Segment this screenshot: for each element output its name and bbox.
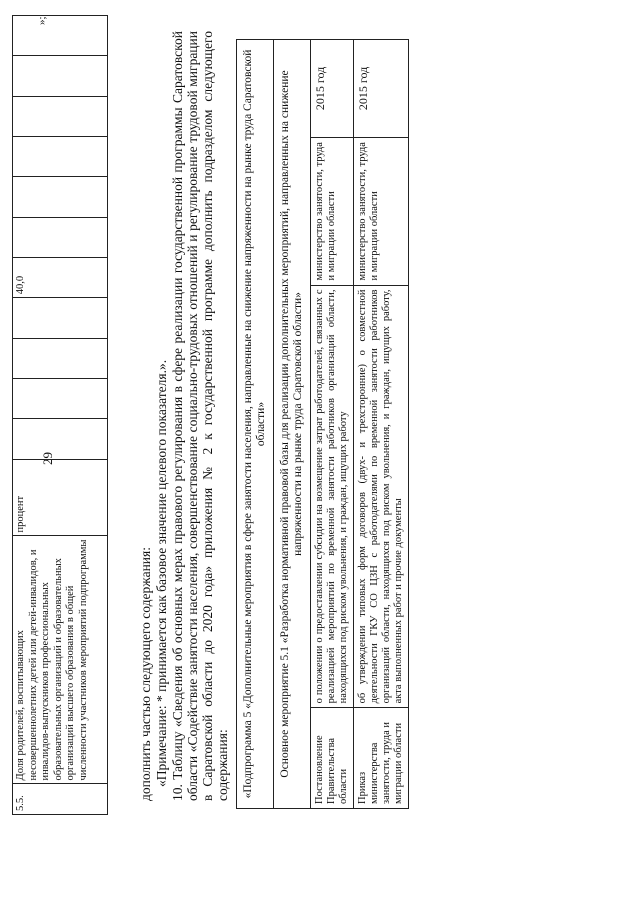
indicator-unit: процент	[13, 459, 108, 536]
indicator-table	[12, 15, 108, 815]
indicator-value	[13, 419, 108, 459]
act-type: Постановление Правительства области	[311, 708, 354, 809]
table-row	[274, 40, 311, 809]
indicator-value	[13, 16, 108, 56]
act-content: о положении о предоставлении субсидии на возмещение затрат работодателей, связанных с реализацией мероприятий по временной занятости работников организаций области, находящихся под риском увольнения, и граждан, ищущих работу	[311, 285, 354, 708]
table-row	[311, 40, 354, 809]
paragraph-add-part: дополнить частью следующего содержания:	[138, 547, 153, 801]
act-executor: министерство занятости, труда и миграции области	[311, 137, 354, 285]
paragraph-table-10: 10. Таблицу «Сведения об основных мерах правового регулирования в сфере реализации государственной программы Саратовской области «Содействие занятости населения, совершенствование социально-трудовых отношений и регулирование трудовой миграции в Саратовской области до 2020 года» приложения № 2 к государственной программе дополнить подразделом следующего содержания:	[170, 31, 230, 801]
indicator-value	[13, 56, 108, 96]
act-year: 2015 год	[354, 40, 409, 138]
indicator-value	[13, 137, 108, 177]
act-type: Приказ министерства занятости, труда и миграции области	[354, 708, 409, 809]
measures-table	[236, 39, 409, 809]
closing-quote: »;	[36, 16, 48, 25]
indicator-number: 5.5.	[13, 784, 108, 815]
table-row	[13, 16, 108, 815]
subprogram-title: «Подпрограмма 5 «Дополнительные мероприятия в сфере занятости населения, направленные на снижение напряженности на рынке труда Саратовской области»	[237, 40, 274, 809]
page-number: 29	[40, 452, 55, 465]
paragraph-note: «Примечание: * принимается как базовое значение целевого показателя.».	[154, 359, 169, 787]
act-executor: министерство занятости, труда и миграции области	[354, 137, 409, 285]
indicator-value	[13, 378, 108, 418]
table-row	[237, 40, 274, 809]
act-content: об утверждении типовых форм договоров (двух- и трехсторонние) о совместной деятельности ГКУ СО ЦЗН с работодателями по временной занятости работников организаций области, находящихся под риском увольнения, и граждан, ищущих работу, акта выполненных работ и прочие документы	[354, 285, 409, 708]
indicator-value	[13, 338, 108, 378]
indicator-value	[13, 298, 108, 338]
act-year: 2015 год	[311, 40, 354, 138]
table-row	[354, 40, 409, 809]
indicator-value	[13, 177, 108, 217]
indicator-value	[13, 96, 108, 136]
main-measure-title: Основное мероприятие 5.1 «Разработка нормативной правовой базы для реализации дополнительных мероприятий, направленных на снижение напряженности на рынке труда Саратовской области»	[274, 40, 311, 809]
indicator-name: Доля родителей, воспитывающих несовершеннолетних детей или детей-инвалидов, и инвалидов-выпускников профессиональных образовательных организаций и образовательных организаций высшего образования в общей численности участников мероприятий подпрограммы	[13, 536, 108, 784]
indicator-value: 40,0	[13, 257, 108, 297]
indicator-value	[13, 217, 108, 257]
